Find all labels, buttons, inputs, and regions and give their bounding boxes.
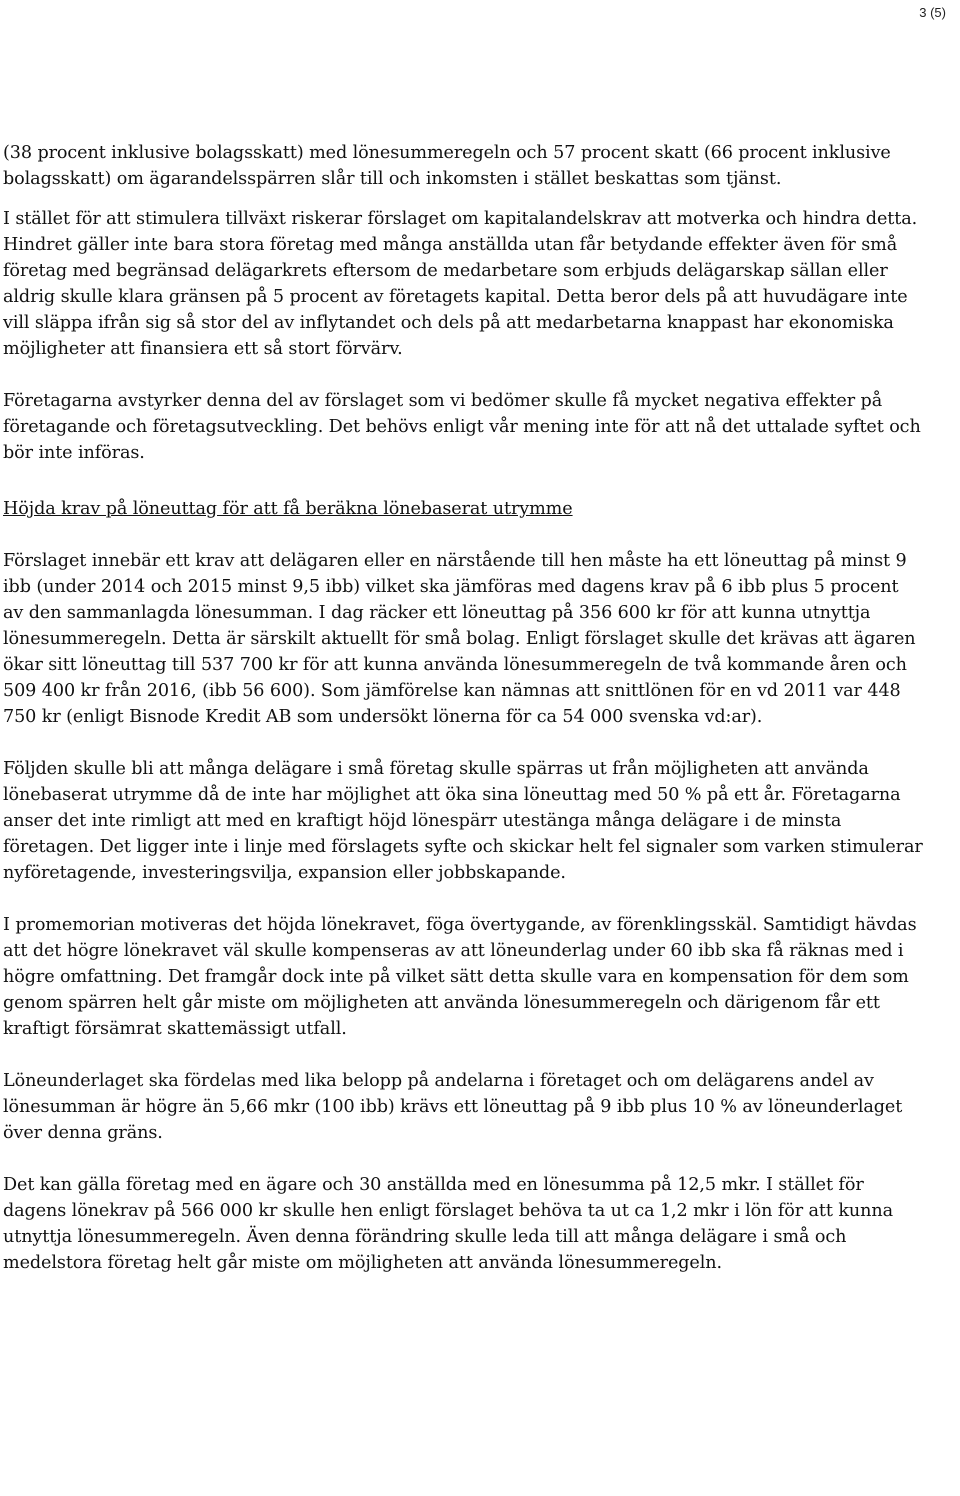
page-number: 3 (5) bbox=[919, 5, 946, 20]
paragraph: Följden skulle bli att många delägare i små företag skulle spärras ut från möjligheten att använda lönebaserat utrymme då de inte har möjlighet att öka sina löneuttag med 50 % på ett år. Företagarna anser det inte rimligt att med en kraftigt höjd lönespärr utestänga många delägare i de minsta företagen. Det ligger inte i linje med förslagets syfte och skickar helt fel signaler som varken stimulerar nyföretagende, investeringsvilja, expansion eller jobbskapande. bbox=[3, 759, 923, 883]
section-heading: Höjda krav på löneuttag för att få beräkna lönebaserat utrymme bbox=[3, 499, 573, 519]
paragraph: I promemorian motiveras det höjda lönekravet, föga övertygande, av förenklingsskäl. Samtidigt hävdas att det högre lönekravet väl skulle kompenseras av att löneunderlag under 60 ibb ska få räknas med i högre omfattning. Det framgår dock inte på vilket sätt detta skulle vara en kompensation för dem som genom spärren helt går miste om möjligheten att använda lönesummeregeln och därigenom får ett kraftigt försämrat skattemässigt utfall. bbox=[3, 915, 917, 1039]
document-body bbox=[3, 140, 923, 1302]
paragraph: Förslaget innebär ett krav att delägaren eller en närstående till hen måste ha ett löneuttag på minst 9 ibb (under 2014 och 2015 minst 9,5 ibb) vilket ska jämföras med dagens krav på 6 ibb plus 5 procent av den sammanlagda lönesumman. I dag räcker ett löneuttag på 356 600 kr för att kunna utnyttja lönesummeregeln. Detta är särskilt aktuellt för små bolag. Enligt förslaget skulle det krävas att ägaren ökar sitt löneuttag till 537 700 kr för att kunna använda lönesummeregeln de två kommande åren och 509 400 kr från 2016, (ibb 56 600). Som jämförelse kan nämnas att snittlönen för en vd 2011 var 448 750 kr (enligt Bisnode Kredit AB som undersökt lönerna för ca 54 000 svenska vd:ar). bbox=[3, 551, 916, 727]
paragraph: Det kan gälla företag med en ägare och 30 anställda med en lönesumma på 12,5 mkr. I stället för dagens lönekrav på 566 000 kr skulle hen enligt förslaget behöva ta ut ca 1,2 mkr i lön för att kunna utnyttja lönesummeregeln. Även denna förändring skulle leda till att många delägare i små och medelstora företag helt går miste om möjligheten att använda lönesummeregeln. bbox=[3, 1175, 894, 1273]
paragraph: Löneunderlaget ska fördelas med lika belopp på andelarna i företaget och om delägarens andel av lönesumman är högre än 5,66 mkr (100 ibb) krävs ett löneuttag på 9 ibb plus 10 % av löneunderlaget över denna gräns. bbox=[3, 1071, 903, 1143]
paragraph: (38 procent inklusive bolagsskatt) med lönesummeregeln och 57 procent skatt (66 procent inklusive bolagsskatt) om ägarandelsspärren slår till och inkomsten i stället beskattas som tjänst. bbox=[3, 143, 891, 189]
paragraph: Företagarna avstyrker denna del av förslaget som vi bedömer skulle få mycket negativa effekter på företagande och företagsutveckling. Det behövs enligt vår mening inte för att nå det uttalade syftet och bör inte införas. bbox=[3, 391, 921, 463]
paragraph: I stället för att stimulera tillväxt riskerar förslaget om kapitalandelskrav att motverka och hindra detta. Hindret gäller inte bara stora företag med många anställda utan får betydande effekter även för små företag med begränsad delägarkrets eftersom de medarbetare som erbjuds delägarskap sällan eller aldrig skulle klara gränsen på 5 procent av företagets kapital. Detta beror dels på att huvudägare inte vill släppa ifrån sig så stor del av inflytandet och dels på att medarbetarna knappast har ekonomiska möjligheter att finansiera ett så stort förvärv. bbox=[3, 209, 918, 359]
